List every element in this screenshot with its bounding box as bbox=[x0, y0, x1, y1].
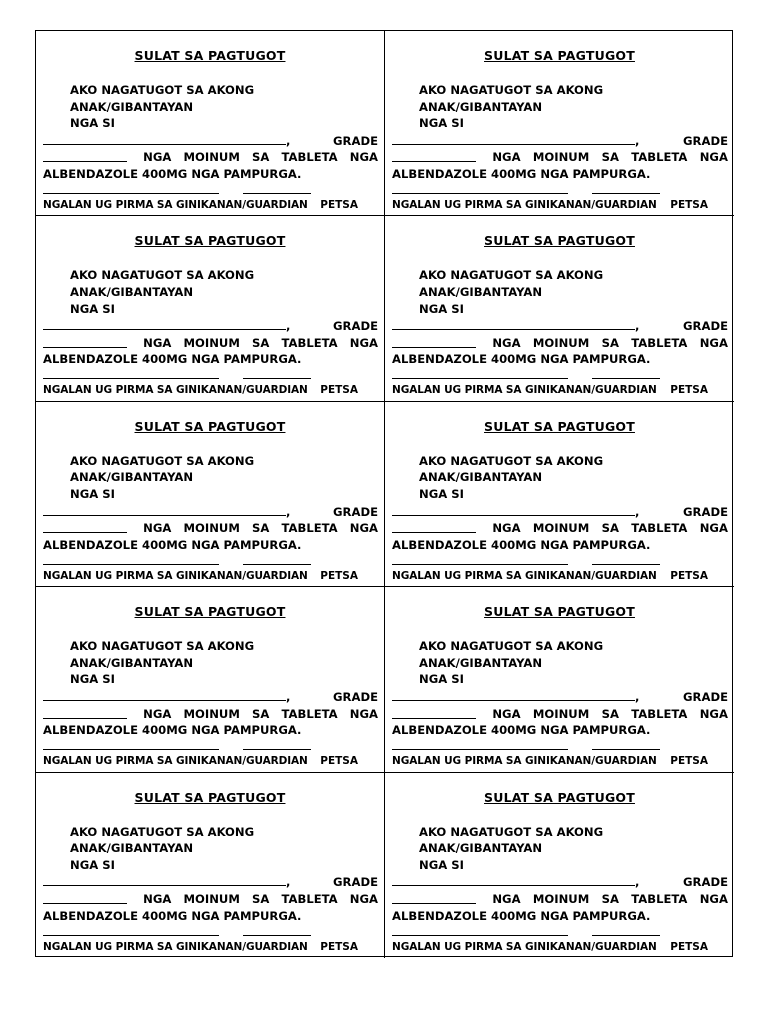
grade-blank[interactable] bbox=[392, 149, 476, 162]
word-tableta: TABLETA bbox=[631, 891, 688, 906]
word-tableta: TABLETA bbox=[631, 521, 688, 536]
grade-row bbox=[43, 891, 378, 908]
medicine-line: ALBENDAZOLE 400MG NGA PAMPURGA. bbox=[392, 537, 651, 552]
word-tableta: TABLETA bbox=[281, 891, 338, 906]
signature-lines bbox=[392, 193, 728, 194]
grade-label: GRADE bbox=[683, 689, 728, 704]
word-nga-2: NGA bbox=[699, 150, 728, 165]
slip-title: SULAT SA PAGTUGOT bbox=[134, 789, 286, 805]
child-name-row: , GRADE bbox=[43, 132, 378, 150]
medicine-line: ALBENDAZOLE 400MG NGA PAMPURGA. bbox=[43, 908, 302, 923]
grade-row bbox=[43, 149, 378, 166]
child-name-prefix: NGA SI bbox=[70, 486, 115, 501]
child-name-prefix: NGA SI bbox=[419, 486, 464, 501]
grade-row bbox=[43, 706, 378, 723]
slip-title: SULAT SA PAGTUGOT bbox=[134, 604, 286, 620]
signature-lines bbox=[43, 564, 378, 565]
slip-body bbox=[392, 82, 728, 183]
word-moinum: MOINUM bbox=[183, 706, 240, 721]
word-sa: SA bbox=[601, 706, 619, 721]
date-label: PETSA bbox=[320, 569, 358, 582]
grade-label: GRADE bbox=[683, 319, 728, 334]
medicine-line: ALBENDAZOLE 400MG NGA PAMPURGA. bbox=[43, 723, 302, 738]
signature-blank[interactable] bbox=[392, 564, 568, 565]
child-name-prefix: NGA SI bbox=[419, 301, 464, 316]
word-sa: SA bbox=[252, 335, 270, 350]
signature-label: NGALAN UG PIRMA SA GINIKANAN/GUARDIAN bbox=[43, 569, 308, 582]
word-tableta: TABLETA bbox=[281, 335, 338, 350]
word-moinum: MOINUM bbox=[183, 150, 240, 165]
medicine-line: ALBENDAZOLE 400MG NGA PAMPURGA. bbox=[43, 352, 302, 367]
child-name-blank[interactable] bbox=[392, 132, 635, 145]
grade-label: GRADE bbox=[333, 875, 378, 890]
child-name-row: , GRADE bbox=[392, 873, 728, 891]
consent-statement: AKO NAGATUGOT SA AKONG ANAK/GIBANTAYAN bbox=[70, 824, 255, 856]
grade-blank[interactable] bbox=[43, 149, 127, 162]
date-blank[interactable] bbox=[592, 749, 660, 750]
word-nga: NGA bbox=[143, 891, 172, 906]
date-blank[interactable] bbox=[243, 749, 311, 750]
word-nga-2: NGA bbox=[699, 891, 728, 906]
signature-blank[interactable] bbox=[392, 749, 568, 750]
word-nga: NGA bbox=[492, 521, 521, 536]
slip-body bbox=[43, 82, 378, 183]
signature-lines bbox=[392, 935, 728, 936]
grade-row bbox=[392, 891, 728, 908]
word-nga-2: NGA bbox=[349, 521, 378, 536]
date-blank[interactable] bbox=[592, 564, 660, 565]
slip-body bbox=[43, 638, 378, 739]
slip-footer bbox=[43, 199, 378, 211]
word-moinum: MOINUM bbox=[532, 335, 590, 350]
slip-footer bbox=[43, 941, 378, 953]
child-name-row: , GRADE bbox=[43, 503, 378, 521]
date-blank[interactable] bbox=[592, 193, 660, 194]
date-blank[interactable] bbox=[243, 935, 311, 936]
word-nga: NGA bbox=[143, 706, 172, 721]
date-label: PETSA bbox=[670, 755, 708, 768]
word-tableta: TABLETA bbox=[631, 150, 688, 165]
consent-statement: AKO NAGATUGOT SA AKONG ANAK/GIBANTAYAN bbox=[70, 453, 255, 485]
signature-lines bbox=[392, 749, 728, 750]
consent-statement: AKO NAGATUGOT SA AKONG ANAK/GIBANTAYAN bbox=[419, 639, 604, 670]
medicine-line: ALBENDAZOLE 400MG NGA PAMPURGA. bbox=[43, 166, 302, 181]
signature-label: NGALAN UG PIRMA SA GINIKANAN/GUARDIAN bbox=[43, 384, 308, 397]
child-name-blank[interactable] bbox=[43, 317, 286, 330]
grade-blank[interactable] bbox=[392, 706, 476, 719]
slip-title: SULAT SA PAGTUGOT bbox=[484, 418, 635, 434]
date-label: PETSA bbox=[670, 569, 708, 582]
grade-label: GRADE bbox=[683, 875, 728, 890]
word-nga: NGA bbox=[143, 150, 172, 165]
slip-title: SULAT SA PAGTUGOT bbox=[134, 233, 286, 249]
date-label: PETSA bbox=[320, 755, 358, 768]
consent-statement: AKO NAGATUGOT SA AKONG ANAK/GIBANTAYAN bbox=[419, 453, 604, 485]
slip-title: SULAT SA PAGTUGOT bbox=[484, 604, 635, 620]
word-nga-2: NGA bbox=[699, 335, 728, 350]
word-sa: SA bbox=[252, 150, 270, 165]
date-label: PETSA bbox=[320, 940, 358, 953]
slip-footer bbox=[43, 755, 378, 767]
medicine-line: ALBENDAZOLE 400MG NGA PAMPURGA. bbox=[392, 723, 651, 738]
child-name-blank[interactable] bbox=[392, 688, 635, 701]
signature-blank[interactable] bbox=[43, 935, 219, 936]
slip-title: SULAT SA PAGTUGOT bbox=[484, 789, 635, 805]
consent-slip bbox=[36, 216, 385, 401]
signature-label: NGALAN UG PIRMA SA GINIKANAN/GUARDIAN bbox=[392, 940, 657, 953]
grade-row bbox=[392, 149, 728, 166]
word-sa: SA bbox=[252, 706, 270, 721]
date-label: PETSA bbox=[320, 384, 358, 397]
word-sa: SA bbox=[252, 521, 270, 536]
consent-slip bbox=[385, 587, 734, 772]
slip-title: SULAT SA PAGTUGOT bbox=[484, 233, 635, 249]
word-sa: SA bbox=[601, 150, 619, 165]
word-nga-2: NGA bbox=[349, 891, 378, 906]
grade-blank[interactable] bbox=[43, 520, 127, 533]
child-name-row: , GRADE bbox=[43, 317, 378, 335]
child-name-row: , GRADE bbox=[392, 317, 728, 335]
child-name-prefix: NGA SI bbox=[70, 672, 115, 687]
word-sa: SA bbox=[601, 891, 619, 906]
child-name-blank[interactable] bbox=[43, 688, 286, 701]
signature-blank[interactable] bbox=[43, 378, 219, 379]
word-nga-2: NGA bbox=[349, 706, 378, 721]
signature-blank[interactable] bbox=[392, 935, 568, 936]
child-name-blank[interactable] bbox=[392, 317, 635, 330]
slip-body bbox=[43, 824, 378, 925]
consent-statement: AKO NAGATUGOT SA AKONG ANAK/GIBANTAYAN bbox=[419, 824, 604, 856]
word-nga: NGA bbox=[143, 521, 172, 536]
word-nga: NGA bbox=[143, 335, 172, 350]
word-tableta: TABLETA bbox=[281, 150, 338, 165]
slip-title: SULAT SA PAGTUGOT bbox=[134, 418, 286, 434]
child-name-prefix: NGA SI bbox=[419, 857, 464, 872]
grade-label: GRADE bbox=[333, 133, 378, 148]
consent-slip bbox=[385, 31, 734, 216]
medicine-line: ALBENDAZOLE 400MG NGA PAMPURGA. bbox=[392, 352, 651, 367]
slip-footer bbox=[392, 384, 728, 396]
date-blank[interactable] bbox=[243, 564, 311, 565]
grade-row bbox=[43, 335, 378, 352]
child-name-row: , GRADE bbox=[43, 873, 378, 891]
consent-slip bbox=[385, 773, 734, 958]
grade-row bbox=[392, 335, 728, 352]
grade-label: GRADE bbox=[333, 319, 378, 334]
signature-blank[interactable] bbox=[392, 378, 568, 379]
grade-label: GRADE bbox=[333, 689, 378, 704]
child-name-blank[interactable] bbox=[43, 132, 286, 145]
word-nga: NGA bbox=[492, 150, 521, 165]
grade-label: GRADE bbox=[683, 504, 728, 519]
slip-footer bbox=[43, 570, 378, 582]
word-sa: SA bbox=[252, 891, 270, 906]
word-tableta: TABLETA bbox=[631, 335, 688, 350]
consent-statement: AKO NAGATUGOT SA AKONG ANAK/GIBANTAYAN bbox=[419, 83, 604, 114]
consent-slip bbox=[36, 587, 385, 772]
slip-body bbox=[392, 638, 728, 739]
slip-body bbox=[392, 453, 728, 554]
word-moinum: MOINUM bbox=[532, 521, 590, 536]
grade-row bbox=[43, 520, 378, 537]
consent-statement: AKO NAGATUGOT SA AKONG ANAK/GIBANTAYAN bbox=[419, 268, 604, 299]
signature-blank[interactable] bbox=[43, 564, 219, 565]
medicine-line: ALBENDAZOLE 400MG NGA PAMPURGA. bbox=[392, 908, 651, 923]
grade-blank[interactable] bbox=[43, 706, 127, 719]
slip-title: SULAT SA PAGTUGOT bbox=[134, 48, 286, 63]
date-blank[interactable] bbox=[592, 378, 660, 379]
slip-footer bbox=[43, 384, 378, 396]
child-name-row: , GRADE bbox=[43, 688, 378, 706]
consent-slip bbox=[36, 31, 385, 216]
slip-body bbox=[43, 267, 378, 368]
word-tableta: TABLETA bbox=[281, 706, 338, 721]
signature-lines bbox=[43, 935, 378, 936]
child-name-blank[interactable] bbox=[392, 503, 635, 516]
date-blank[interactable] bbox=[243, 193, 311, 194]
word-sa: SA bbox=[601, 335, 619, 350]
grade-row bbox=[392, 520, 728, 537]
word-nga: NGA bbox=[492, 706, 521, 721]
word-moinum: MOINUM bbox=[532, 706, 590, 721]
consent-slip bbox=[36, 773, 385, 958]
signature-lines bbox=[392, 564, 728, 565]
consent-statement: AKO NAGATUGOT SA AKONG ANAK/GIBANTAYAN bbox=[70, 639, 255, 670]
child-name-blank[interactable] bbox=[43, 873, 286, 886]
child-name-prefix: NGA SI bbox=[70, 116, 115, 131]
signature-label: NGALAN UG PIRMA SA GINIKANAN/GUARDIAN bbox=[43, 940, 308, 953]
slip-footer bbox=[392, 755, 728, 767]
word-nga-2: NGA bbox=[699, 521, 728, 536]
child-name-row: , GRADE bbox=[392, 503, 728, 521]
child-name-row: , GRADE bbox=[392, 688, 728, 706]
slip-footer bbox=[392, 941, 728, 953]
date-label: PETSA bbox=[670, 940, 708, 953]
grade-blank[interactable] bbox=[392, 520, 476, 533]
grade-blank[interactable] bbox=[43, 891, 127, 904]
grade-label: GRADE bbox=[333, 504, 378, 519]
signature-label: NGALAN UG PIRMA SA GINIKANAN/GUARDIAN bbox=[43, 755, 308, 768]
signature-label: NGALAN UG PIRMA SA GINIKANAN/GUARDIAN bbox=[392, 384, 657, 397]
signature-lines bbox=[43, 378, 378, 379]
child-name-prefix: NGA SI bbox=[70, 857, 115, 872]
child-name-row: , GRADE bbox=[392, 132, 728, 150]
word-tableta: TABLETA bbox=[281, 521, 338, 536]
slip-footer bbox=[392, 199, 728, 211]
word-moinum: MOINUM bbox=[183, 335, 240, 350]
consent-slip bbox=[36, 402, 385, 587]
slip-body bbox=[392, 267, 728, 368]
word-sa: SA bbox=[601, 521, 619, 536]
signature-label: NGALAN UG PIRMA SA GINIKANAN/GUARDIAN bbox=[392, 569, 657, 582]
consent-slip bbox=[385, 216, 734, 401]
grade-blank[interactable] bbox=[392, 891, 476, 904]
word-moinum: MOINUM bbox=[183, 891, 240, 906]
word-nga: NGA bbox=[492, 891, 521, 906]
word-nga-2: NGA bbox=[349, 150, 378, 165]
grade-blank[interactable] bbox=[392, 335, 476, 348]
child-name-blank[interactable] bbox=[392, 873, 635, 886]
signature-label: NGALAN UG PIRMA SA GINIKANAN/GUARDIAN bbox=[392, 199, 657, 211]
slip-body bbox=[43, 453, 378, 554]
signature-label: NGALAN UG PIRMA SA GINIKANAN/GUARDIAN bbox=[392, 755, 657, 768]
signature-lines bbox=[43, 749, 378, 750]
consent-slip bbox=[385, 402, 734, 587]
word-nga-2: NGA bbox=[349, 335, 378, 350]
child-name-blank[interactable] bbox=[43, 503, 286, 516]
medicine-line: ALBENDAZOLE 400MG NGA PAMPURGA. bbox=[392, 166, 651, 181]
signature-lines bbox=[43, 193, 378, 194]
date-blank[interactable] bbox=[243, 378, 311, 379]
word-moinum: MOINUM bbox=[183, 521, 240, 536]
signature-blank[interactable] bbox=[43, 749, 219, 750]
signature-lines bbox=[392, 378, 728, 379]
word-nga-2: NGA bbox=[699, 706, 728, 721]
signature-blank[interactable] bbox=[392, 193, 568, 194]
consent-statement: AKO NAGATUGOT SA AKONG ANAK/GIBANTAYAN bbox=[70, 268, 255, 299]
slip-footer bbox=[392, 570, 728, 582]
consent-slip-grid bbox=[35, 30, 733, 957]
word-moinum: MOINUM bbox=[532, 150, 590, 165]
signature-label: NGALAN UG PIRMA SA GINIKANAN/GUARDIAN bbox=[43, 199, 308, 211]
date-label: PETSA bbox=[670, 199, 708, 211]
child-name-prefix: NGA SI bbox=[419, 672, 464, 687]
signature-blank[interactable] bbox=[43, 193, 219, 194]
date-label: PETSA bbox=[320, 199, 358, 211]
grade-label: GRADE bbox=[683, 133, 728, 148]
child-name-prefix: NGA SI bbox=[70, 301, 115, 316]
grade-blank[interactable] bbox=[43, 335, 127, 348]
medicine-line: ALBENDAZOLE 400MG NGA PAMPURGA. bbox=[43, 537, 302, 552]
date-label: PETSA bbox=[670, 384, 708, 397]
slip-title: SULAT SA PAGTUGOT bbox=[484, 48, 635, 63]
grade-row bbox=[392, 706, 728, 723]
child-name-prefix: NGA SI bbox=[419, 116, 464, 131]
date-blank[interactable] bbox=[592, 935, 660, 936]
word-tableta: TABLETA bbox=[631, 706, 688, 721]
word-nga: NGA bbox=[492, 335, 521, 350]
word-moinum: MOINUM bbox=[532, 891, 590, 906]
slip-body bbox=[392, 824, 728, 925]
consent-statement: AKO NAGATUGOT SA AKONG ANAK/GIBANTAYAN bbox=[70, 83, 255, 114]
